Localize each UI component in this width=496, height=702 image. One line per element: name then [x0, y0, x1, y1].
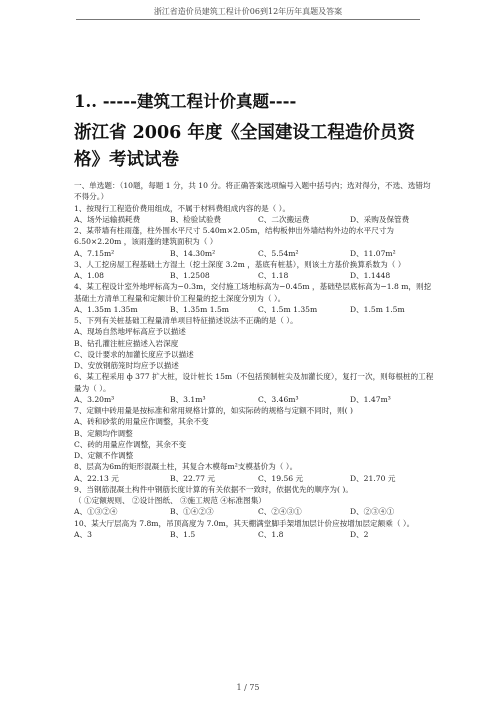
answer-option: C、3.46m³ — [258, 394, 299, 404]
question-line: 9、当钢筋混凝土构件中钢筋长度计算的有关依据不一致时，依据优先的顺序为( )。 — [74, 484, 353, 494]
option-row — [74, 473, 434, 484]
question-line: 3、人工挖房屋工程基础土方湿土（挖土深度 3.2m ，基底有桩基），则该土方基价换算系数为（ ） — [74, 259, 406, 269]
question-line: 一、单选题：（10题，每题 1 分，共 10 分。将正确答案选项编号入题中括号内；选对得分，不选、选错均不得分。） — [74, 181, 431, 202]
question-line: （ ①定额规则、 ②设计图纸、 ③施工规范 ④标准图集） — [74, 496, 266, 505]
answer-option: A、22.13 元 — [74, 473, 119, 483]
answer-option: A、3 — [74, 529, 92, 539]
answer-option: B、14.30m² — [170, 248, 216, 258]
question-line: 4、某工程设计室外地坪标高为−0.3m，交付施工场地标高为−0.45m ，基础垫层底标高为−1.8 m，则挖基础土方清单工程量和定额计价工程量的挖土深度分别为（ ）。 — [74, 282, 432, 303]
option-row — [74, 214, 434, 225]
question-line: 6、某工程采用 ф 377 扩大桩，设计桩长 15m（不包括预制桩尖及加灌长度），复打一次，则每根桩的工程量为（ ）。 — [74, 372, 434, 393]
question-line: C、砖的用量应作调整，其余不变 — [74, 439, 187, 449]
question-line: B、钻孔灌注桩应描述入岩深度 — [74, 338, 179, 348]
answer-option: C、②④③① — [258, 507, 302, 517]
exam-title: 浙江省 2006 年度《全国建设工程造价员资格》考试试卷 — [74, 123, 415, 170]
answer-option: B、①④②③ — [170, 507, 214, 517]
answer-option: B、1.2508 — [170, 271, 210, 280]
question-line: C、设计要求的加灌长度应予以描述 — [74, 349, 194, 359]
option-row — [74, 304, 434, 315]
answer-option: A、场外运输损耗费 — [74, 214, 141, 224]
answer-option: C、19.56 元 — [258, 473, 304, 483]
question-line: 2、某带墙有柱雨蓬，柱外围水平尺寸 5.40m×2.05m，结构板伸出外墙结构外边的水平尺寸为 6.50×2.20m ，该雨蓬的建筑面积为（ ） — [74, 226, 395, 247]
answer-option: A、1.08 — [74, 271, 104, 280]
main-heading: 1.. -----建筑工程计价真题---- — [74, 92, 297, 111]
question-body — [74, 180, 434, 540]
question-line: A、砖和砂浆的用量应作调整，其余不变 — [74, 417, 209, 427]
answer-option: A、①③②④ — [74, 507, 118, 517]
answer-option: D、2 — [350, 529, 369, 539]
answer-option: C、1.5m 1.35m — [258, 304, 318, 314]
page-header: 浙江省造价员建筑工程计价06到12年历年真题及答案 — [153, 7, 343, 16]
question-line: 5、下列有关桩基础工程量清单项目特征描述说法不正确的是（ ）。 — [74, 316, 298, 325]
answer-option: B、检验试验费 — [170, 214, 222, 224]
option-row — [74, 529, 434, 540]
answer-option: D、1.1448 — [350, 271, 391, 280]
answer-option: C、1.8 — [258, 529, 284, 539]
question-line: A、现场自然地坪标高应予以描述 — [74, 327, 186, 337]
option-row — [74, 394, 434, 405]
answer-option: B、1.35m 1.5m — [170, 304, 229, 314]
question-line: D、定额不作调整 — [74, 451, 134, 460]
answer-option: D、②③④① — [350, 507, 395, 517]
option-row — [74, 248, 434, 259]
answer-option: D、1.47m³ — [350, 394, 391, 404]
question-line: 10、某大厅层高为 7.8m，吊顶高度为 7.0m，其天棚满堂脚手架增加层计价应按增加层定额乘（ ）。 — [74, 518, 415, 528]
question-line: 8、层高为6m的矩形混凝土柱，其复合木模每m²支模基价为（ ）。 — [74, 462, 298, 472]
answer-option: B、3.1m³ — [170, 394, 206, 404]
answer-option: A、1.35m 1.35m — [74, 304, 138, 314]
option-row — [74, 506, 434, 517]
answer-option: D、采购及保管费 — [350, 214, 410, 224]
option-row — [74, 270, 434, 281]
answer-option: B、22.77 元 — [170, 473, 215, 483]
question-line: D、安放钢筋笼时均应予以描述 — [74, 361, 179, 370]
question-line: 7、定额中砖用量是按标准和常用规格计算的，如实际砖的规格与定额不同时，则( ) — [74, 406, 353, 415]
answer-option: C、1.18 — [258, 271, 289, 280]
answer-option: C、5.54m² — [258, 248, 299, 258]
question-line: B、定额均作调整 — [74, 428, 133, 438]
answer-option: B、1.5 — [170, 529, 196, 539]
answer-option: A、3.20m³ — [74, 394, 115, 404]
answer-option: D、11.07m² — [350, 248, 396, 258]
header-rule — [76, 19, 420, 20]
answer-option: C、二次搬运费 — [258, 214, 310, 224]
answer-option: D、21.70 元 — [350, 473, 396, 483]
page-number: 1 / 75 — [236, 683, 260, 692]
answer-option: A、7.15m² — [74, 248, 115, 258]
question-line: 1、按现行工程造价费用组成，不属于材料费组成内容的是（ ）。 — [74, 203, 291, 213]
answer-option: D、1.5m 1.5m — [350, 304, 405, 314]
